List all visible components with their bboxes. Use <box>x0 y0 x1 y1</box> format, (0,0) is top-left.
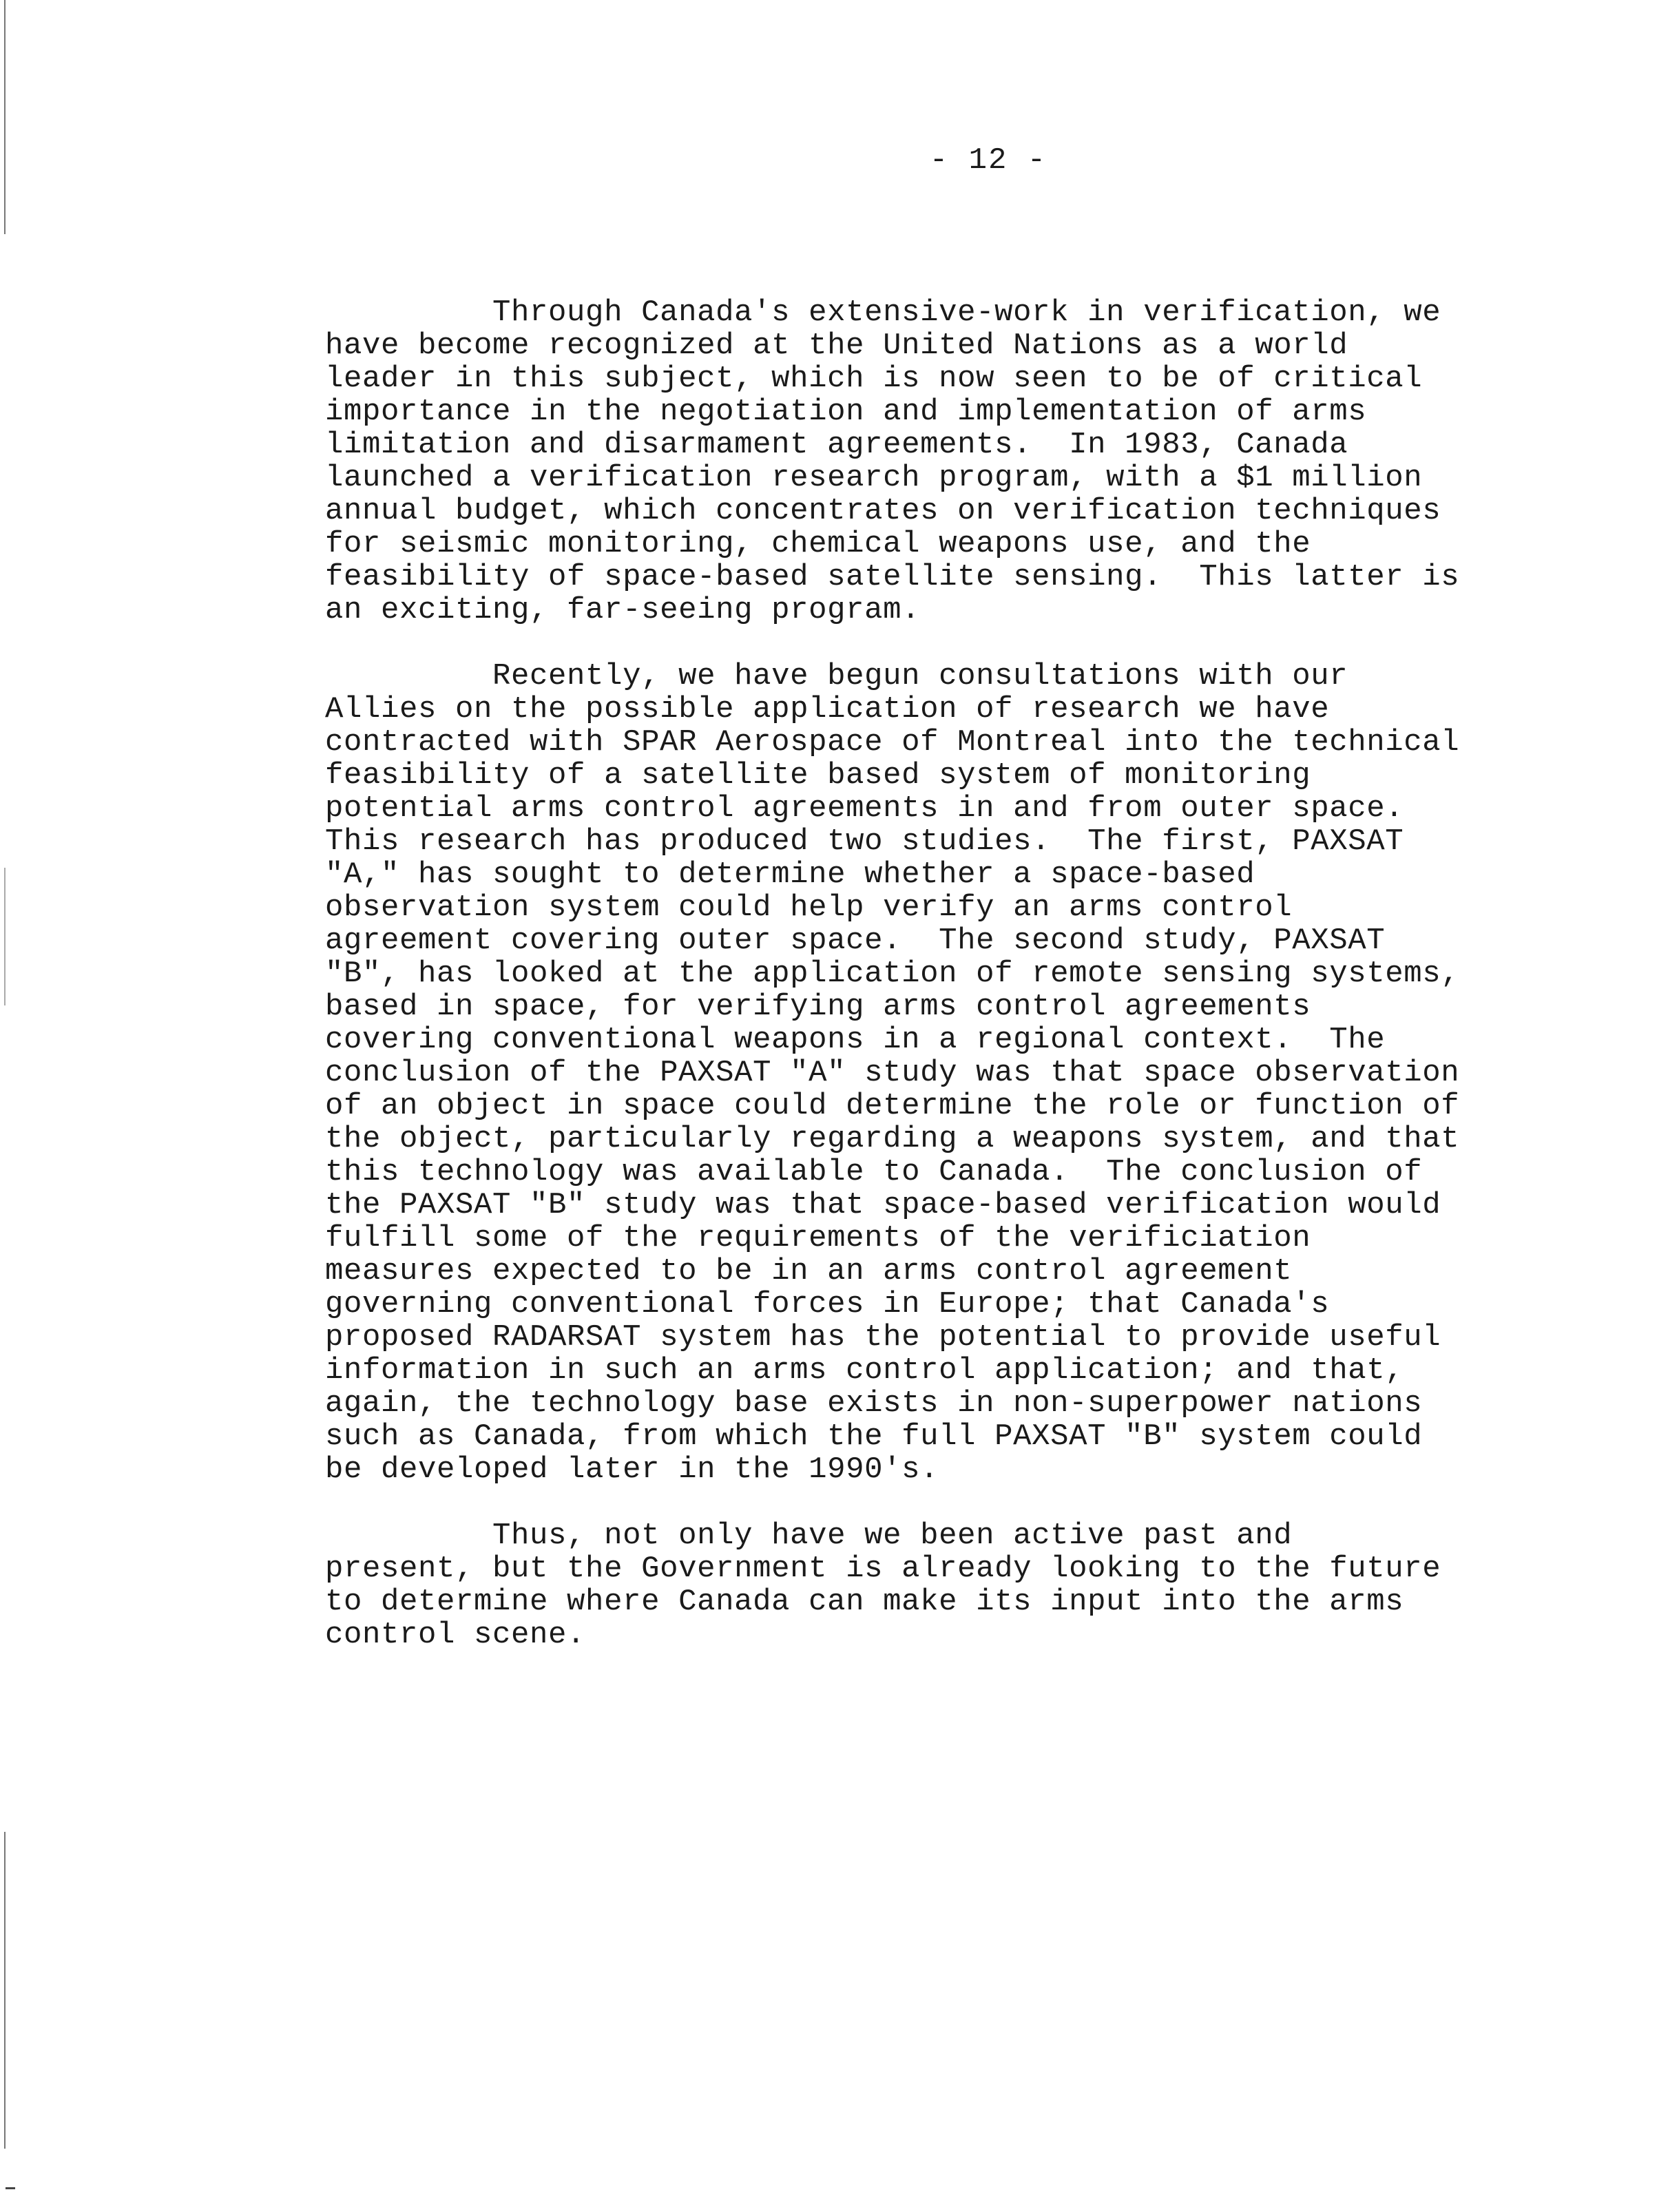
text-line: proposed RADARSAT system has the potential to provide useful <box>325 1320 1441 1355</box>
text-line: annual budget, which concentrates on verification techniques <box>325 494 1441 528</box>
text-line: of an object in space could determine the role or function of <box>325 1089 1460 1123</box>
text-line: the object, particularly regarding a weapons system, and that <box>325 1122 1460 1156</box>
left-margin-scan-edge <box>4 868 6 1005</box>
text-line: covering conventional weapons in a regional context. The <box>325 1023 1386 1057</box>
text-line: conclusion of the PAXSAT "A" study was that space observation <box>325 1056 1460 1090</box>
text-line: feasibility of a satellite based system of monitoring <box>325 758 1311 793</box>
text-line: "B", has looked at the application of remote sensing systems, <box>325 957 1460 991</box>
text-line: Through Canada's extensive-work in verification, we <box>325 295 1441 330</box>
text-line: fulfill some of the requirements of the verificiation <box>325 1221 1311 1255</box>
text-line: to determine where Canada can make its input into the arms <box>325 1585 1404 1619</box>
text-line: "A," has sought to determine whether a space-based <box>325 857 1255 892</box>
text-line: governing conventional forces in Europe; that Canada's <box>325 1287 1330 1322</box>
text-line: an exciting, far-seeing program. <box>325 593 921 627</box>
text-line: again, the technology base exists in non-superpower nations <box>325 1386 1423 1421</box>
text-line: present, but the Government is already looking to the future <box>325 1552 1441 1586</box>
text-line: be developed later in the 1990's. <box>325 1452 939 1487</box>
text-line: the PAXSAT "B" study was that space-based verification would <box>325 1188 1441 1222</box>
text-line: information in such an arms control application; and that, <box>325 1353 1404 1388</box>
text-line: agreement covering outer space. The second study, PAXSAT <box>325 924 1386 958</box>
paragraph-paxsat-studies <box>325 660 1565 1486</box>
left-margin-scan-edge <box>4 1832 6 2149</box>
text-line: importance in the negotiation and implementation of arms <box>325 395 1367 429</box>
text-line: observation system could help verify an arms control <box>325 890 1293 925</box>
paragraph-verification-work <box>325 296 1565 627</box>
text-line: control scene. <box>325 1618 586 1652</box>
text-line: This research has produced two studies. The first, PAXSAT <box>325 824 1404 859</box>
text-line: leader in this subject, which is now seen to be of critical <box>325 362 1423 396</box>
text-line: for seismic monitoring, chemical weapons use, and the <box>325 527 1311 561</box>
text-line: launched a verification research program, with a $1 million <box>325 461 1423 495</box>
text-line: measures expected to be in an arms control agreement <box>325 1254 1293 1288</box>
text-line: potential arms control agreements in and from outer space. <box>325 791 1404 826</box>
text-line: limitation and disarmament agreements. In 1983, Canada <box>325 428 1348 462</box>
text-line: based in space, for verifying arms control agreements <box>325 990 1311 1024</box>
text-line: feasibility of space-based satellite sensing. This latter is <box>325 560 1460 594</box>
text-line: Thus, not only have we been active past and <box>325 1519 1293 1553</box>
body-text <box>325 296 1565 1684</box>
text-line: Allies on the possible application of research we have <box>325 692 1330 727</box>
left-margin-scan-edge <box>4 0 6 234</box>
text-line: such as Canada, from which the full PAXSAT "B" system could <box>325 1419 1423 1454</box>
margin-tick-mark <box>6 2187 15 2189</box>
paragraph-future-outlook <box>325 1519 1565 1651</box>
text-line: contracted with SPAR Aerospace of Montreal into the technical <box>325 725 1460 760</box>
text-line: have become recognized at the United Nations as a world <box>325 328 1348 363</box>
text-line: Recently, we have begun consultations with our <box>325 659 1348 693</box>
text-line: this technology was available to Canada. The conclusion of <box>325 1155 1423 1189</box>
page-number: - 12 - <box>929 143 1047 178</box>
